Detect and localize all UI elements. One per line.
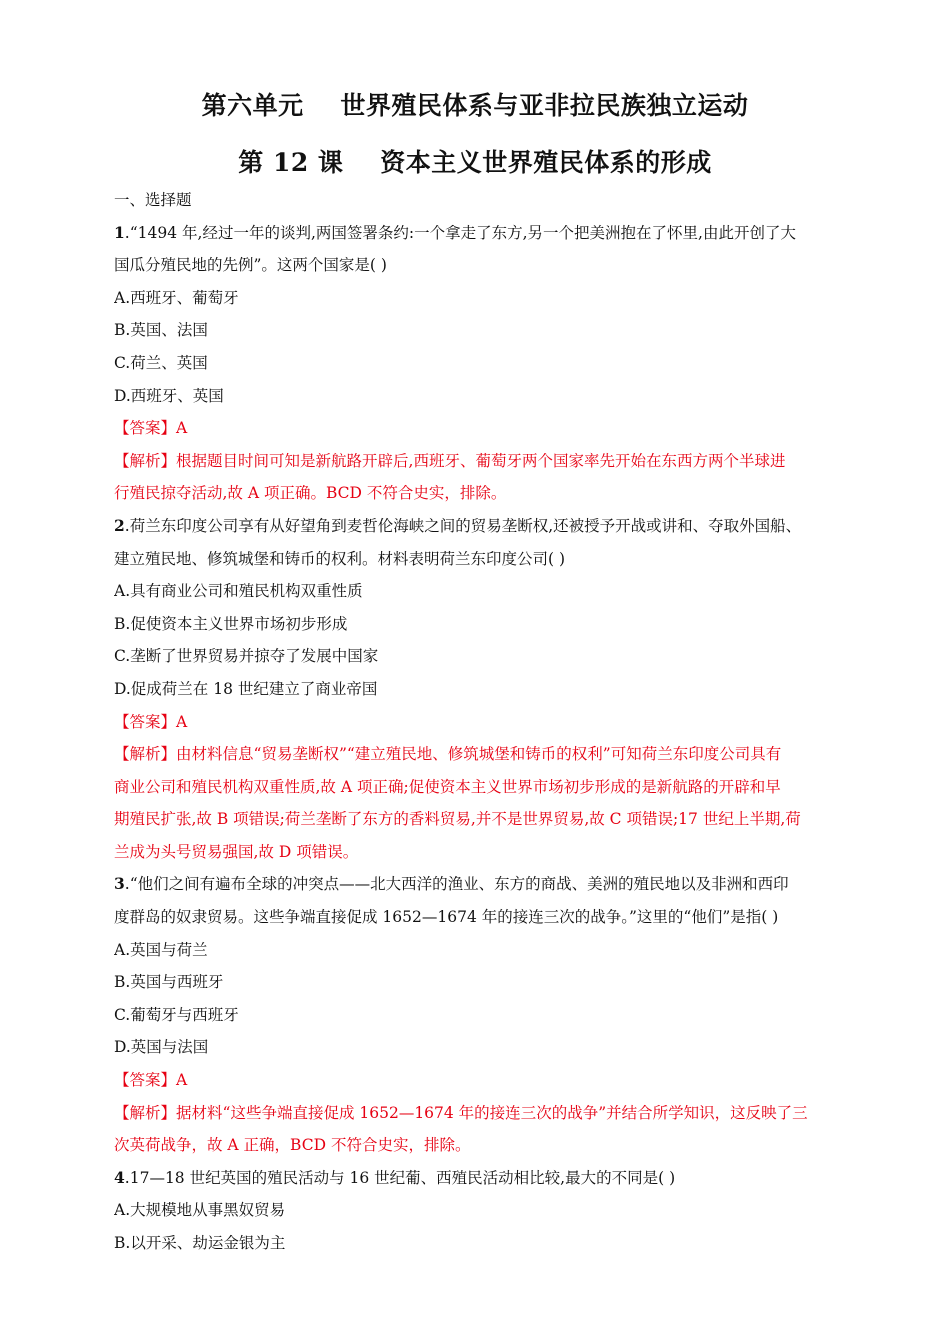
question-1-number: 1 [114,222,125,242]
question-3-option-a: A.英国与荷兰 [114,940,208,959]
question-3-analysis-line-1: 【解析】据材料“这些争端直接促成 1652—1674 年的接连三次的战争”并结合所学知识，这反映了三 [114,1103,808,1122]
question-1-analysis-line-1: 【解析】根据题目时间可知是新航路开辟后,西班牙、葡萄牙两个国家率先开始在东西方两个半球进 [114,451,786,470]
question-2-stem-line-2: 建立殖民地、修筑城堡和铸币的权利。材料表明荷兰东印度公司( ) [114,549,566,568]
question-1-option-d: D.西班牙、英国 [114,386,224,405]
question-2-number: 2 [114,515,125,535]
question-3-answer: 【答案】A [114,1071,188,1090]
content-body [114,184,844,1260]
question-3-option-d: D.英国与法国 [114,1038,209,1057]
question-2-option-c: C.垄断了世界贸易并掠夺了发展中国家 [114,647,379,666]
question-1-stem-line-2: 国瓜分殖民地的先例”。这两个国家是( ) [114,256,387,275]
question-3-option-b: B.英国与西班牙 [114,973,224,992]
question-2-option-d: D.促成荷兰在 18 世纪建立了商业帝国 [114,679,378,698]
question-3-stem-line-2: 度群岛的奴隶贸易。这些争端直接促成 1652—1674 年的接连三次的战争。”这里的“他们”是指( ) [114,908,779,927]
section-label: 一、选择题 [114,191,192,209]
question-3-option-c: C.葡萄牙与西班牙 [114,1005,239,1024]
question-3-analysis-line-2: 次英荷战争，故 A 正确，BCD 不符合史实，排除。 [114,1136,471,1155]
question-1-analysis-line-2: 行殖民掠夺活动,故 A 项正确。BCD 不符合史实，排除。 [114,484,507,503]
question-3-number: 3 [114,874,125,894]
question-4-number: 4 [114,1167,125,1187]
question-4-stem-line-1: 4.17—18 世纪英国的殖民活动与 16 世纪葡、西殖民活动相比较,最大的不同是( ) [114,1167,676,1187]
question-1-stem-line-1: 1.“1494 年,经过一年的谈判,两国签署条约:一个拿走了东方,另一个把美洲抱在了怀里,由此开创了大 [114,222,796,242]
lesson-title: 第 12 课 资本主义世界殖民体系的形成 [238,148,712,177]
unit-title: 第六单元 世界殖民体系与亚非拉民族独立运动 [201,91,749,120]
question-2-option-b: B.促使资本主义世界市场初步形成 [114,614,348,633]
question-2-stem-line-1: 2.荷兰东印度公司享有从好望角到麦哲伦海峡之间的贸易垄断权,还被授予开战或讲和、夺取外国船、 [114,515,802,535]
question-1-answer: 【答案】A [114,419,188,438]
question-2-analysis-line-2: 商业公司和殖民机构双重性质,故 A 项正确;促使资本主义世界市场初步形成的是新航路的开辟和早 [114,777,781,796]
question-4-option-b: B.以开采、劫运金银为主 [114,1234,286,1252]
question-1-option-c: C.荷兰、英国 [114,353,208,372]
question-2-analysis-line-3: 期殖民扩张,故 B 项错误;荷兰垄断了东方的香料贸易,并不是世界贸易,故 C 项错误;17 世纪上半期,荷 [114,810,801,829]
question-2-option-a: A.具有商业公司和殖民机构双重性质 [114,582,363,601]
question-1-option-a: A.西班牙、葡萄牙 [114,288,239,307]
question-2-analysis-line-4: 兰成为头号贸易强国,故 D 项错误。 [114,842,359,861]
question-3-stem-line-1: 3.“他们之间有遍布全球的冲突点——北大西洋的渔业、东方的商战、美洲的殖民地以及非洲和西印 [114,874,789,894]
question-2-answer: 【答案】A [114,712,188,731]
question-1-option-b: B.英国、法国 [114,321,208,340]
question-2-analysis-line-1: 【解析】由材料信息“贸易垄断权”“建立殖民地、修筑城堡和铸币的权利”可知荷兰东印度公司具有 [114,745,782,764]
question-4-option-a: A.大规模地从事黑奴贸易 [114,1201,286,1220]
